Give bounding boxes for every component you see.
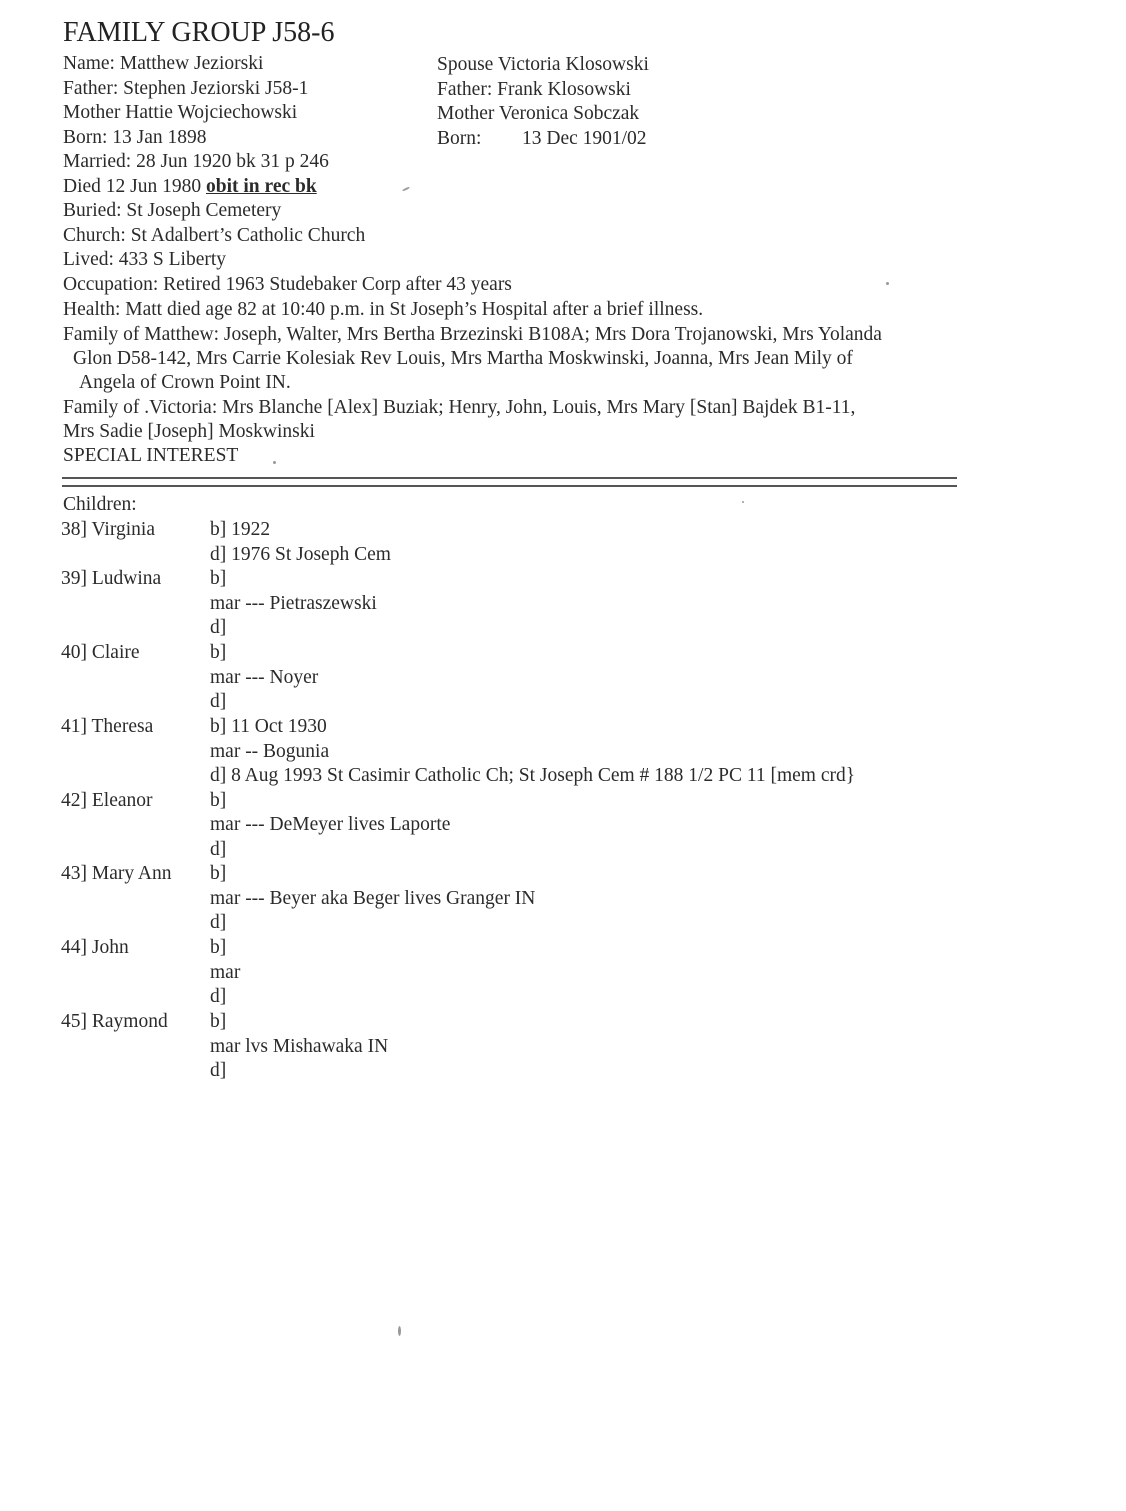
spouse-name: Spouse Victoria Klosowski [437,54,649,75]
scan-speck [273,461,276,464]
children-heading: Children: [63,494,137,515]
child-detail: d] [210,912,227,933]
subject-buried: Buried: St Joseph Cemetery [63,200,282,221]
child-detail: b] [210,568,227,589]
child-detail: b] [210,1011,227,1032]
child-detail: mar lvs Mishawaka IN [210,1036,389,1057]
child-name: 39] Ludwina [61,568,162,589]
child-name: 40] Claire [61,642,140,663]
obit-note: obit in rec bk [206,176,317,197]
scan-speck [402,186,410,191]
subject-married: Married: 28 Jun 1920 bk 31 p 246 [63,151,329,172]
section-divider-dashes [62,480,957,484]
subject-died [63,175,317,199]
subject-mother: Mother Hattie Wojciechowski [63,102,298,123]
child-detail: d] [210,839,227,860]
child-detail: mar -- Bogunia [210,741,330,762]
subject-church: Church: St Adalbert’s Catholic Church [63,225,366,246]
family-of-matthew-line-1: Family of Matthew: Joseph, Walter, Mrs Bertha Brzezinski B108A; Mrs Dora Trojanowski, Mrs Yolanda [63,324,882,345]
family-of-victoria-line-2: Mrs Sadie [Joseph] Moskwinski [63,421,315,442]
died-text: Died 12 Jun 1980 [63,176,206,197]
child-detail: mar --- Beyer aka Beger lives Granger IN [210,888,536,909]
child-detail: mar --- Noyer [210,667,319,688]
family-of-matthew-line-2: Glon D58-142, Mrs Carrie Kolesiak Rev Louis, Mrs Martha Moskwinski, Joanna, Mrs Jean Mily of [73,348,853,369]
family-of-matthew-line-3: Angela of Crown Point IN. [79,372,291,393]
child-detail: b] [210,937,227,958]
child-detail: b] [210,863,227,884]
subject-health: Health: Matt died age 82 at 10:40 p.m. in St Joseph’s Hospital after a brief illness. [63,299,704,320]
child-detail: d] [210,617,227,638]
scan-speck [742,501,744,503]
child-detail: mar --- Pietraszewski [210,593,377,614]
child-detail: b] [210,642,227,663]
child-name: 41] Theresa [61,716,154,737]
child-detail: d] 8 Aug 1993 St Casimir Catholic Ch; St Joseph Cem # 188 1/2 PC 11 [mem crd} [210,765,856,786]
page-title: FAMILY GROUP J58-6 [63,17,335,48]
special-interest-heading: SPECIAL INTEREST [63,445,239,466]
child-detail: mar --- DeMeyer lives Laporte [210,814,451,835]
child-detail: d] [210,691,227,712]
scan-speck [886,282,889,285]
child-detail: d] [210,986,227,1007]
spouse-father: Father: Frank Klosowski [437,79,631,100]
subject-lived: Lived: 433 S Liberty [63,249,227,270]
child-detail: mar [210,962,241,983]
child-name: 38] Virginia [61,519,155,540]
subject-occupation: Occupation: Retired 1963 Studebaker Corp after 43 years [63,274,512,295]
spouse-mother: Mother Veronica Sobczak [437,103,640,124]
child-detail: b] [210,790,227,811]
child-name: 44] John [61,937,129,958]
child-detail: d] 1976 St Joseph Cem [210,544,391,565]
family-of-victoria-line-1: Family of .Victoria: Mrs Blanche [Alex] Buziak; Henry, John, Louis, Mrs Mary [Stan] Bajdek B1-11, [63,397,856,418]
spouse-born-value: 13 Dec 1901/02 [522,128,647,149]
subject-born: Born: 13 Jan 1898 [63,127,207,148]
child-detail: b] 11 Oct 1930 [210,716,327,737]
scan-speck [398,1326,401,1336]
subject-father: Father: Stephen Jeziorski J58-1 [63,78,309,99]
child-detail: d] [210,1060,227,1081]
spouse-born-label: Born: [437,128,482,149]
subject-name: Name: Matthew Jeziorski [63,53,264,74]
child-name: 45] Raymond [61,1011,168,1032]
child-name: 42] Eleanor [61,790,153,811]
child-name: 43] Mary Ann [61,863,172,884]
child-detail: b] 1922 [210,519,271,540]
